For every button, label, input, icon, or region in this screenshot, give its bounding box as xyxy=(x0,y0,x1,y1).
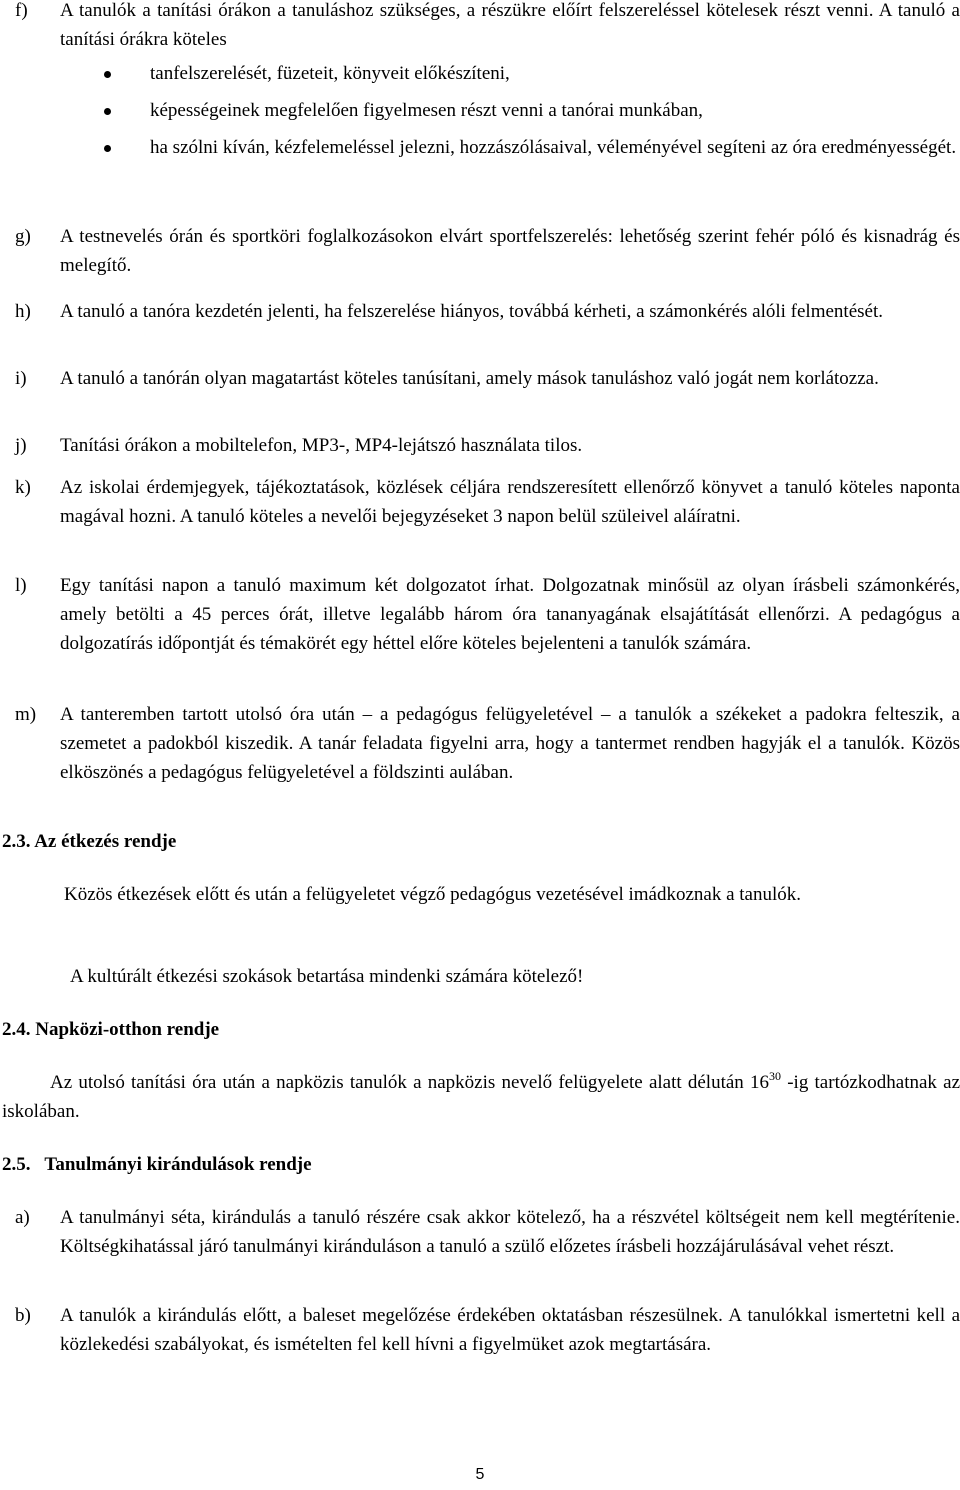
item-text: A tanulmányi séta, kirándulás a tanuló részére csak akkor kötelező, ha a részvétel költségeit nem kell megtérítenie. Költségkihatással járó tanulmányi kiránduláson a tanuló a szülő előzetes írásbeli hozzájárulásával vehet részt. xyxy=(60,1207,960,1257)
rule-item-k xyxy=(15,473,960,531)
trip-rule-a xyxy=(15,1203,960,1261)
list-item: ha szólni kíván, kézfelemeléssel jelezni, hozzászólásaival, véleményével segíteni az óra eredményességét. xyxy=(104,133,960,162)
rule-item-f xyxy=(15,0,960,54)
list-item: képességeinek megfelelően figyelmesen részt venni a tanórai munkában, xyxy=(104,96,960,125)
section-heading-2-5: 2.5. Tanulmányi kirándulások rendje xyxy=(2,1154,312,1175)
item-text: A tanulók a kirándulás előtt, a baleset megelőzése érdekében oktatásban részesülnek. A tanulókkal ismertetni kell a közlekedési szabályokat, és ismételten fel kell hívni a figyelmüket azok megtartására. xyxy=(60,1305,960,1355)
item-text: Egy tanítási napon a tanuló maximum két dolgozatot írhat. Dolgozatnak minősül az olyan írásbeli számonkérés, amely betölti a 45 perces órát, illetve legalább három óra tananyagának elsajátítását ellenőrzi. A pedagógus a dolgozatírás időpontját és témakörét egy héttel előre köteles bejelenteni a tanulók számára. xyxy=(60,575,960,654)
item-label: b) xyxy=(15,1305,31,1326)
item-label: j) xyxy=(15,435,27,456)
rule-item-g xyxy=(15,222,960,280)
item-label: i) xyxy=(15,368,27,389)
item-text: Az iskolai érdemjegyek, tájékoztatások, közlések céljára rendszeresített ellenőrző könyvet a tanuló köteles naponta magával hozni. A tanuló köteles a nevelői bejegyzéseket 3 napon belül szüleivel aláíratni. xyxy=(60,477,960,527)
time-superscript: 30 xyxy=(769,1069,781,1083)
bullet-icon xyxy=(104,145,111,152)
meal-rule-paragraph: A kultúrált étkezési szokások betartása mindenki számára kötelező! xyxy=(70,966,584,987)
item-text: A tanuló a tanóra kezdetén jelenti, ha felszerelése hiányos, továbbá kérheti, a számonkérés alóli felmentését. xyxy=(60,301,883,322)
item-label: f) xyxy=(15,0,28,21)
meal-paragraph: Közös étkezések előtt és után a felügyeletet végző pedagógus vezetésével imádkoznak a tanulók. xyxy=(64,884,802,905)
item-text: A tanteremben tartott utolsó óra után – a pedagógus felügyeletével – a tanulók a székeket a padokra felteszik, a szemetet a padokból kiszedik. A tanár feladata figyelni arra, hogy a tantermet rendben hagyják el a tanulók. Közös elköszönés a pedagógus felügyeletével a földszinti aulában. xyxy=(60,704,960,783)
item-text: Tanítási órákon a mobiltelefon, MP3-, MP4-lejátszó használata tilos. xyxy=(60,435,583,456)
list-item: tanfelszerelését, füzeteit, könyveit előkészíteni, xyxy=(104,59,960,88)
section-heading-2-3: 2.3. Az étkezés rendje xyxy=(2,831,177,852)
rule-item-l xyxy=(15,571,960,658)
item-text: A tanuló a tanórán olyan magatartást köteles tanúsítani, amely mások tanuláshoz való jogát nem korlátozza. xyxy=(60,368,879,389)
item-label: g) xyxy=(15,226,31,247)
rule-item-j xyxy=(15,431,960,460)
rule-item-i xyxy=(15,364,960,393)
page-number: 5 xyxy=(475,1466,485,1483)
item-label: l) xyxy=(15,575,27,596)
item-text: A testnevelés órán és sportköri foglalkozásokon elvárt sportfelszerelés: lehetőség szerint fehér póló és kisnadrág és melegítő. xyxy=(60,226,960,276)
trip-rule-b xyxy=(15,1301,960,1359)
item-label: h) xyxy=(15,301,31,322)
bullet-icon xyxy=(104,108,111,115)
item-label: a) xyxy=(15,1207,30,1228)
item-label: m) xyxy=(15,704,37,725)
section-heading-2-4: 2.4. Napközi-otthon rendje xyxy=(2,1019,220,1040)
bullet-list xyxy=(104,59,960,170)
rule-item-m xyxy=(15,700,960,787)
item-text: A tanulók a tanítási órákon a tanuláshoz szükséges, a részükre előírt felszereléssel kötelesek részt venni. A tanuló a tanítási órákra köteles xyxy=(60,0,960,50)
item-label: k) xyxy=(15,477,31,498)
rule-item-h xyxy=(15,297,960,326)
bullet-icon xyxy=(104,71,111,78)
afterschool-paragraph: Az utolsó tanítási óra után a napközis tanulók a napközis nevelő felügyelete alatt délután $16^{30}$ -ig tartózkodhatnak az iskolában. xyxy=(2,1069,960,1122)
